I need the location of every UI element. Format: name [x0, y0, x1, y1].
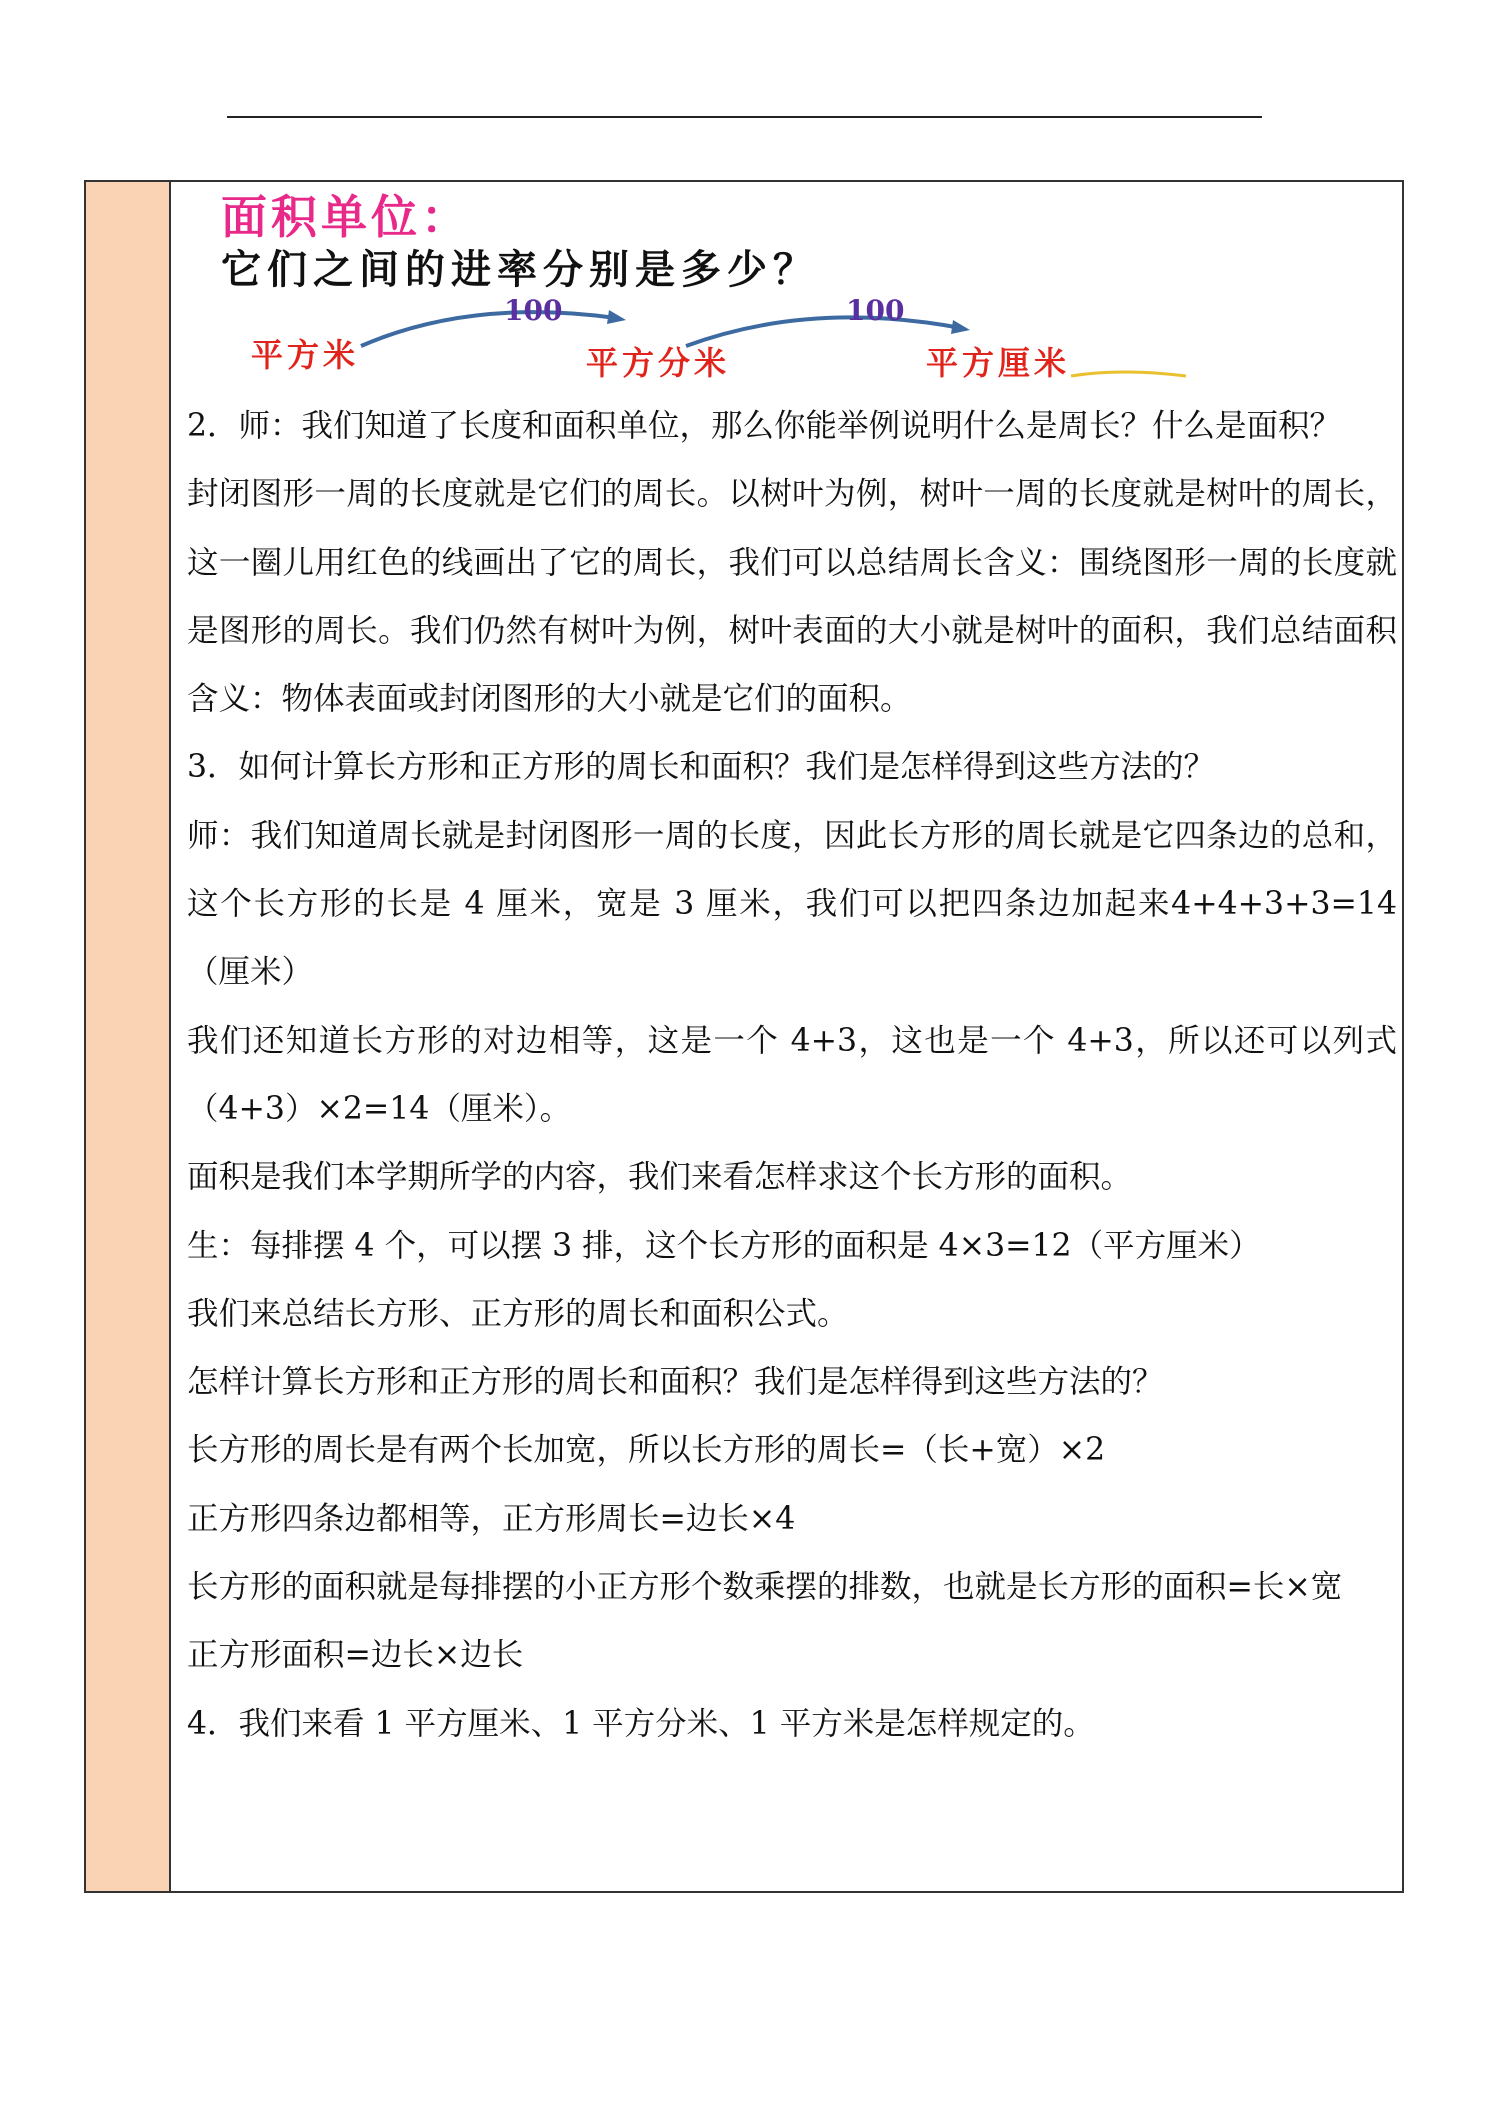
- paragraph: 正方形四条边都相等，正方形周长=边长×4: [187, 1500, 796, 1537]
- content-cell: [171, 182, 1402, 1891]
- rate-label-2: 100: [846, 294, 905, 327]
- arc-right-arrowhead: [951, 320, 970, 334]
- slide-title: 面积单位：: [221, 190, 471, 244]
- arc-left: [361, 312, 616, 346]
- underline-squiggle: [1071, 372, 1186, 376]
- area-units-slide: [191, 190, 1401, 380]
- paragraph: 正方形面积=边长×边长: [187, 1637, 524, 1674]
- conversion-arcs: [191, 190, 1401, 380]
- slide-question: 它们之间的进率分别是多少？: [221, 247, 819, 293]
- arc-left-arrowhead: [607, 310, 626, 324]
- paragraph: 面积是我们本学期所学的内容，我们来看怎样求这个长方形的面积。: [187, 1159, 1133, 1196]
- rate-label-1: 100: [504, 294, 563, 327]
- paragraph: 封闭图形一周的长度就是它们的周长。以树叶为例，树叶一周的长度就是树叶的周长，这一圈儿用红色的线画出了它的周长，我们可以总结周长含义：围绕图形一周的长度就是图形的周长。我们仍然有树叶为例，树叶表面的大小就是树叶的面积，我们总结面积含义：物体表面或封闭图形的大小就是它们的面积。: [187, 476, 1397, 718]
- side-column: [86, 182, 171, 1891]
- lesson-body: [187, 392, 1397, 1758]
- paragraph: 师：我们知道周长就是封闭图形一周的长度，因此长方形的周长就是它四条边的总和，这个长方形的长是 4 厘米，宽是 3 厘米，我们可以把四条边加起来4+4+3+3=14（厘米）: [187, 817, 1397, 991]
- paragraph: 4．我们来看 1 平方厘米、1 平方分米、1 平方米是怎样规定的。: [187, 1705, 1095, 1742]
- paragraph: 我们还知道长方形的对边相等，这是一个 4+3，这也是一个 4+3，所以还可以列式（4+3）×2=14（厘米）。: [187, 1022, 1397, 1127]
- paragraph: 生：每排摆 4 个，可以摆 3 排，这个长方形的面积是 4×3=12（平方厘米）: [187, 1227, 1261, 1264]
- unit-square-meter: 平方米: [251, 336, 360, 374]
- paragraph: 怎样计算长方形和正方形的周长和面积？我们是怎样得到这些方法的？: [187, 1364, 1164, 1401]
- paragraph: 3．如何计算长方形和正方形的周长和面积？我们是怎样得到这些方法的？: [187, 749, 1216, 786]
- paragraph: 2．师：我们知道了长度和面积单位，那么你能举例说明什么是周长？什么是面积？: [187, 408, 1342, 444]
- header-rule: [227, 116, 1262, 118]
- unit-square-decimeter: 平方分米: [586, 344, 731, 382]
- paragraph: 长方形的面积就是每排摆的小正方形个数乘摆的排数，也就是长方形的面积=长×宽: [187, 1569, 1343, 1606]
- unit-square-centimeter: 平方厘米: [926, 344, 1071, 382]
- paragraph: 我们来总结长方形、正方形的周长和面积公式。: [187, 1295, 849, 1332]
- paragraph: 长方形的周长是有两个长加宽，所以长方形的周长=（长+宽）×2: [187, 1432, 1106, 1469]
- lesson-table: [84, 180, 1404, 1893]
